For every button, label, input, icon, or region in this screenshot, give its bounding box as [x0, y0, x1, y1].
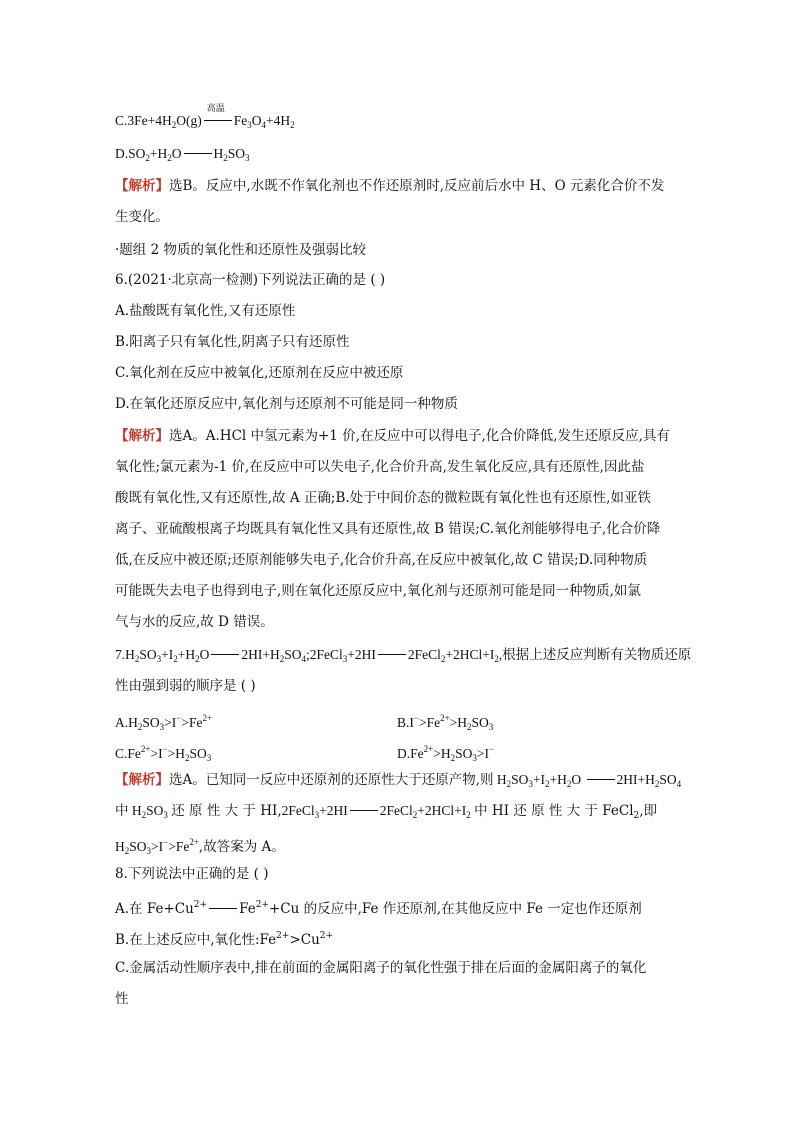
q7-options-cd: $C.Fe^{2+}>I^->H_2SO_3$ $D.Fe^{2+}>H_2SO_3>I^-$ [115, 744, 495, 763]
group-heading: ·题组 2 物质的氧化性和还原性及强弱比较 [115, 242, 366, 258]
option-d-equation: $D.SO_2+H_2O$ $H_2SO_3$ [115, 146, 250, 163]
question-7: $7.H_2SO_3+I_2+H_2O$ $2HI+H_2SO_4;2FeCl_3+2HI$ $2FeCl_2+2HCl+I_2$,根据上述反应判断有关物质还原 [115, 647, 692, 664]
q7-options-ab: $A.H_2SO_3>I^->Fe^{2+}$ $B.I^->Fe^{2+}>H_2SO_3$ [115, 713, 494, 732]
question-6: 6.(2021·北京高一检测)下列说法正确的是 ( ) [115, 272, 386, 288]
q6-option-b: B.阳离子只有氧化性,阴离子只有还原性 [115, 334, 350, 350]
q6-option-c: C.氧化剂在反应中被氧化,还原剂在反应中被还原 [115, 365, 404, 381]
q8-option-b: B.在上述反应中,氧化性$:Fe^{2+}>Cu^{2+}$ [115, 931, 334, 948]
q6-option-a: A.盐酸既有氧化性,又有还原性 [115, 303, 296, 319]
q8-option-a: A.在 $Fe+Cu^{2+}$ $Fe^{2+}+Cu$ 的反应中,Fe 作还原剂,在其他反应中 Fe 一定也作还原剂 [115, 900, 642, 917]
question-8: 8.下列说法中正确的是 ( ) [115, 866, 269, 882]
option-c-equation: $C.3Fe+4H_2O(g)$ 高温 $Fe_3O_4+4H_2$ [115, 111, 295, 135]
analysis-6: 【解析】选A。A.HCl 中氢元素为+1 价,在反应中可以得电子,化合价降低,发生还原反应,具有 [115, 428, 670, 444]
q8-option-c: C.金属活动性顺序表中,排在前面的金属阳离子的氧化性强于排在后面的金属阳离子的氧化 [115, 960, 647, 976]
analysis-5: 【解析】选B。反应中,水既不作氧化剂也不作还原剂时,反应前后水中 H、O 元素化合价不发 [115, 178, 665, 194]
reaction-condition: 高温 [206, 103, 225, 113]
q6-option-d: D.在氧化还原反应中,氧化剂与还原剂不可能是同一种物质 [115, 396, 458, 412]
analysis-7: 【解析】选A。已知同一反应中还原剂的还原性大于还原产物,则 $H_2SO_3+I_2+H_2O$ $2HI+H_2SO_4$ [115, 772, 682, 789]
